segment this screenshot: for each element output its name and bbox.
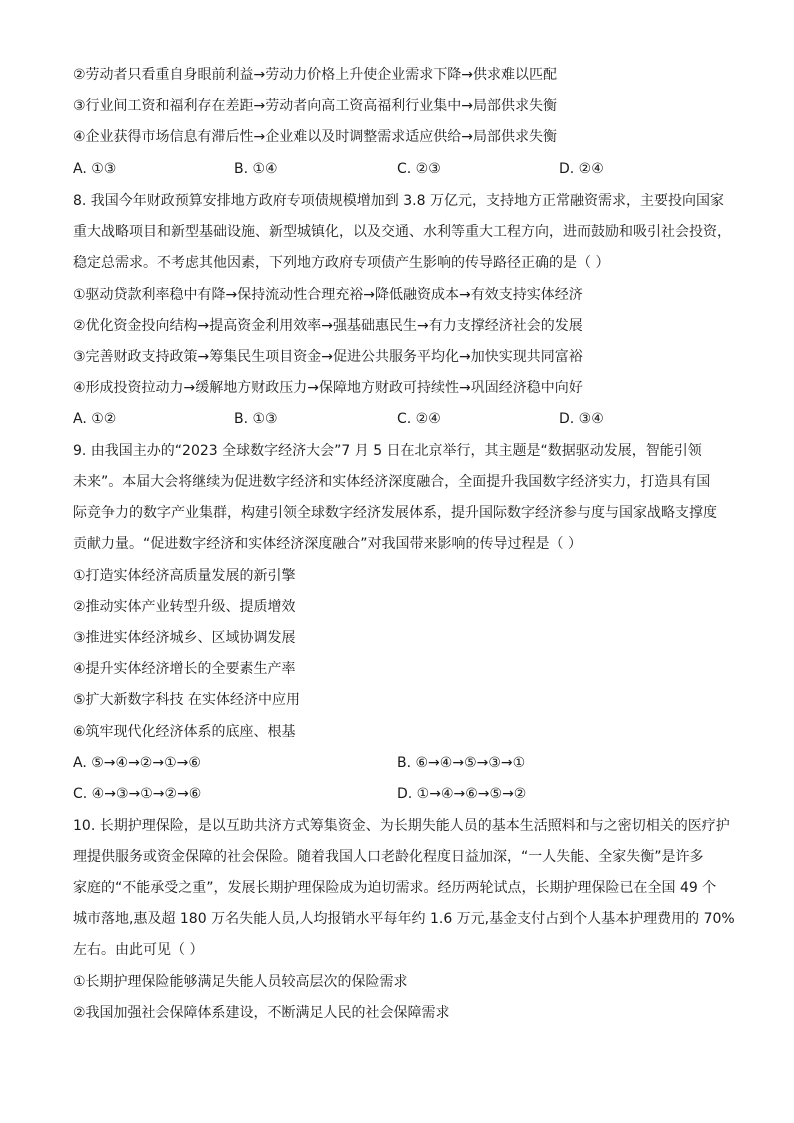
q7-option-c[interactable]: C. ②③ xyxy=(397,161,441,177)
q9-options-row-1 xyxy=(73,754,733,772)
q7-item-2: ②劳动者只看重自身眼前利益→劳动力价格上升使企业需求下降→供求难以匹配 xyxy=(73,67,558,83)
q9-item-4: ④提升实体经济增长的全要素生产率 xyxy=(73,661,296,677)
q8-option-c[interactable]: C. ②④ xyxy=(397,411,441,427)
q9-item-5: ⑤扩大新数字科技 在实体经济中应用 xyxy=(73,692,301,708)
q10-stem-line: 10. 长期护理保险，是以互助共济方式筹集资金、为长期失能人员的基本生活照料和与之密切相关的医疗护 xyxy=(73,818,730,834)
q9-options-row-2 xyxy=(73,785,733,803)
q7-item-3: ③行业间工资和福利存在差距→劳动者向高工资高福利行业集中→局部供求失衡 xyxy=(73,98,558,114)
q9-item-2: ②推动实体产业转型升级、提质增效 xyxy=(73,599,296,615)
q10-stem-line: 左右。由此可见（ ） xyxy=(73,942,204,958)
q7-option-a[interactable]: A. ①③ xyxy=(73,161,117,177)
q10-item-1: ①长期护理保险能够满足失能人员较高层次的保险需求 xyxy=(73,974,408,990)
q8-item-3: ③完善财政支持政策→筹集民生项目资金→促进公共服务平均化→加快实现共同富裕 xyxy=(73,349,583,365)
q8-stem-line: 重大战略项目和新型基础设施、新型城镇化，以及交通、水利等重大工程方向，进而鼓励和吸引社会投资， xyxy=(73,224,731,240)
q8-item-2: ②优化资金投向结构→提高资金利用效率→强基础惠民生→有力支撑经济社会的发展 xyxy=(73,318,583,334)
q9-stem-line: 际竞争力的数字产业集群，构建引领全球数字经济发展体系，提升国际数字经济参与度与国家战略支撑度 xyxy=(73,505,717,521)
q7-options xyxy=(73,160,733,178)
q7-option-b[interactable]: B. ①④ xyxy=(234,161,278,177)
q9-item-1: ①打造实体经济高质量发展的新引擎 xyxy=(73,568,296,584)
q8-option-a[interactable]: A. ①② xyxy=(73,411,117,427)
q10-stem-line: 家庭的“不能承受之重”，发展长期护理保险成为迫切需求。经历两轮试点，长期护理保险已在全国 49 个 xyxy=(73,880,717,896)
q9-stem-line: 9. 由我国主办的“2023 全球数字经济大会”7 月 5 日在北京举行，其主题是“数据驱动发展，智能引领 xyxy=(73,443,702,459)
q10-stem-line: 城市落地,惠及超 180 万名失能人员,人均报销水平每年约 1.6 万元,基金支付占到个人基本护理费用的 70% xyxy=(73,911,735,927)
q9-option-c[interactable]: C. ④→③→①→②→⑥ xyxy=(73,786,202,802)
q10-item-2: ②我国加强社会保障体系建设，不断满足人民的社会保障需求 xyxy=(73,1005,450,1021)
q9-option-b[interactable]: B. ⑥→④→⑤→③→① xyxy=(397,755,526,771)
q8-option-b[interactable]: B. ①③ xyxy=(234,411,278,427)
q8-stem-line: 稳定总需求。不考虑其他因素，下列地方政府专项债产生影响的传导路径正确的是（ ） xyxy=(73,255,610,271)
q9-option-a[interactable]: A. ⑤→④→②→①→⑥ xyxy=(73,755,201,771)
q7-option-d[interactable]: D. ②④ xyxy=(559,161,604,177)
q8-item-4: ④形成投资拉动力→缓解地方财政压力→保障地方财政可持续性→巩固经济稳中向好 xyxy=(73,380,583,396)
q8-options xyxy=(73,410,733,428)
q9-stem-line: 贡献力量。“促进数字经济和实体经济深度融合”对我国带来影响的传导过程是（ ） xyxy=(73,536,582,552)
q8-option-d[interactable]: D. ③④ xyxy=(559,411,604,427)
q9-stem-line: 未来”。本届大会将继续为促进数字经济和实体经济深度融合，全面提升我国数字经济实力，打造具有国 xyxy=(73,474,711,490)
q8-item-1: ①驱动贷款利率稳中有降→保持流动性合理充裕→降低融资成本→有效支持实体经济 xyxy=(73,287,583,303)
q7-item-4: ④企业获得市场信息有滞后性→企业难以及时调整需求适应供给→局部供求失衡 xyxy=(73,129,558,145)
q10-stem-line: 理提供服务或资金保障的社会保险。随着我国人口老龄化程度日益加深，“一人失能、全家失衡”是许多 xyxy=(73,849,704,865)
q9-option-d[interactable]: D. ①→④→⑥→⑤→② xyxy=(397,786,527,802)
q8-stem-line: 8. 我国今年财政预算安排地方政府专项债规模增加到 3.8 万亿元，支持地方正常融资需求，主要投向国家 xyxy=(73,193,724,209)
q9-item-6: ⑥筑牢现代化经济体系的底座、根基 xyxy=(73,724,296,740)
q9-item-3: ③推进实体经济城乡、区域协调发展 xyxy=(73,630,296,646)
